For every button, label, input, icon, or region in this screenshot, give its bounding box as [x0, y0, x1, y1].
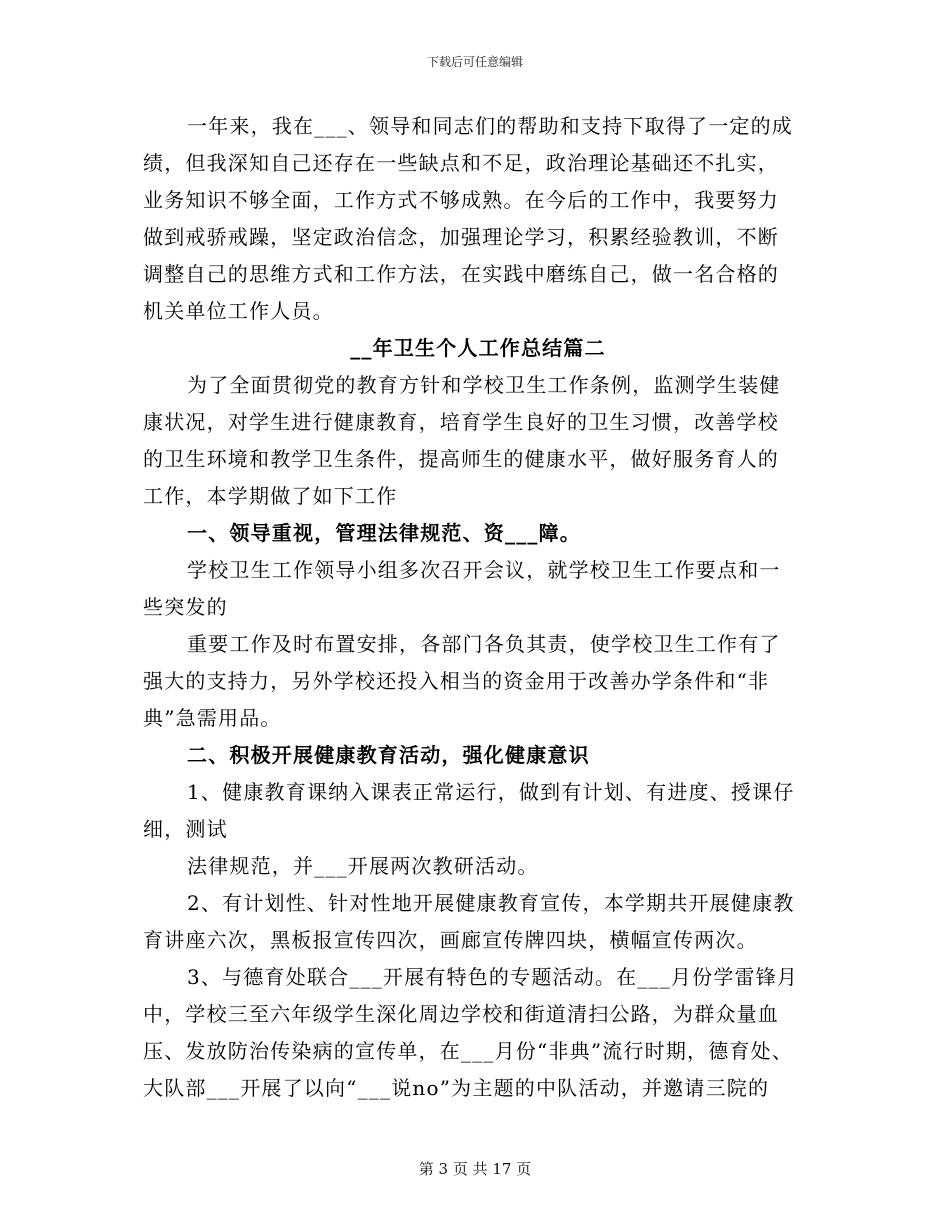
paragraph-item-2	[143, 885, 813, 959]
paragraph-conclusion	[143, 108, 813, 330]
text-line: 做到戒骄戒躁，坚定政治信念，加强理论学习，积累经验教训，不断	[143, 225, 779, 249]
text-line: 3、与德育处联合___开展有特色的专题活动。在___月份学雷锋月	[187, 965, 799, 989]
text-line: 1、健康教育课纳入课表正常运行，做到有计划、有进度、授课仔	[187, 780, 795, 804]
document-body	[143, 108, 813, 1107]
paragraph-research: 法律规范，并___开展两次教研活动。	[187, 854, 539, 878]
text-line: 机关单位工作人员。	[143, 299, 334, 323]
text-line: 一年来，我在___、领导和同志们的帮助和支持下取得了一定的成	[187, 114, 793, 138]
text-line: 学校卫生工作领导小组多次召开会议，就学校卫生工作要点和一	[187, 558, 781, 582]
text-line: 康状况，对学生进行健康教育，培育学生良好的卫生习惯，改善学校	[143, 410, 779, 434]
paragraph-item-3	[143, 959, 813, 1107]
text-line: 育讲座六次，黑板报宣传四次，画廊宣传牌四块，横幅宣传两次。	[143, 928, 758, 952]
text-line: 些突发的	[143, 595, 228, 619]
text-line: 典”急需用品。	[143, 706, 282, 730]
paragraph-meetings	[143, 552, 813, 626]
text-line: 为了全面贯彻党的教育方针和学校卫生工作条例，监测学生装健	[187, 373, 781, 397]
text-line: 压、发放防治传染病的宣传单，在___月份“非典”流行时期，德育处、	[143, 1039, 794, 1063]
page-header-note: 下载后可任意编辑	[426, 55, 523, 69]
text-line: 2、有计划性、针对性地开展健康教育宣传，本学期共开展健康教	[187, 891, 795, 915]
text-line: 工作，本学期做了如下工作	[143, 484, 398, 508]
text-line: 调整自己的思维方式和工作方法，在实践中磨练自己，做一名合格的	[143, 262, 779, 286]
page-number: 第 3 页 共 17 页	[418, 1160, 532, 1178]
heading-one: 一、领导重视，管理法律规范、资___障。	[187, 521, 581, 545]
text-line: 业务知识不够全面，工作方式不够成熟。在今后的工作中，我要努力	[143, 188, 779, 212]
text-line: 强大的支持力，另外学校还投入相当的资金用于改善办学条件和“非	[143, 669, 770, 693]
paragraph-arrangements	[143, 626, 813, 737]
text-line: 细，测试	[143, 817, 228, 841]
text-line: 绩，但我深知自己还存在一些缺点和不足，政治理论基础还不扎实，	[143, 151, 779, 175]
text-line: 的卫生环境和教学卫生条件，提高师生的健康水平，做好服务育人的	[143, 447, 779, 471]
paragraph-intro	[143, 367, 813, 515]
text-line: 中，学校三至六年级学生深化周边学校和街道清扫公路，为群众量血	[143, 1002, 779, 1026]
paragraph-item-1	[143, 774, 813, 848]
text-line: 重要工作及时布置安排，各部门各负其责，使学校卫生工作有了	[187, 632, 781, 656]
section-title: __年卫生个人工作总结篇二	[350, 336, 606, 360]
text-line: 大队部___开展了以向“___说no”为主题的中队活动，并邀请三院的	[143, 1076, 770, 1100]
heading-two: 二、积极开展健康教育活动，强化健康意识	[187, 743, 590, 767]
